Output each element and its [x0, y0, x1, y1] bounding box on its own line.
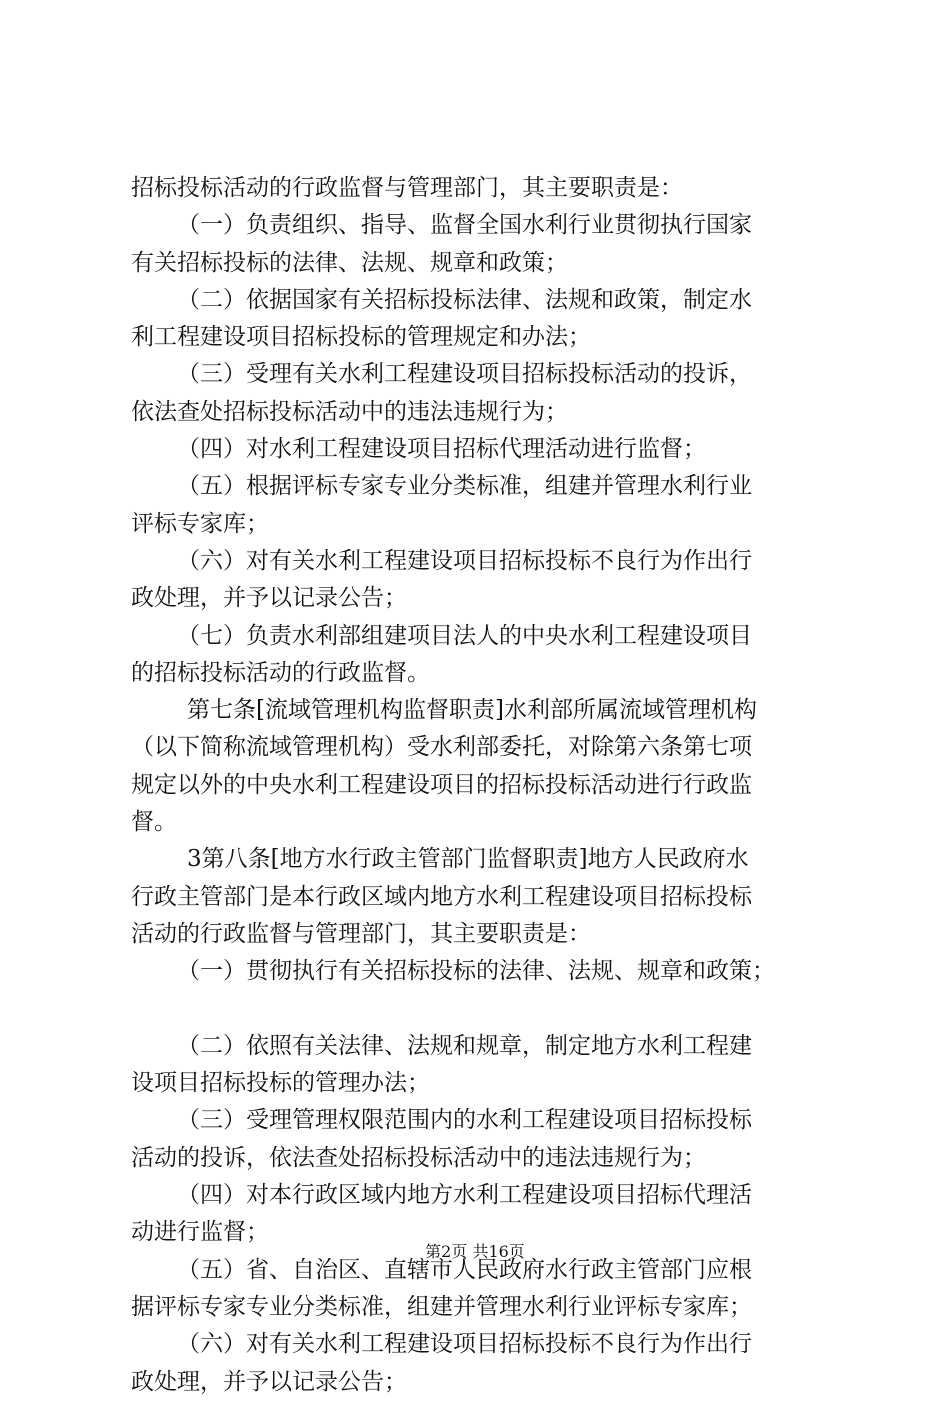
- text-line: （一）贯彻执行有关招标投标的法律、法规、规章和政策；: [177, 958, 775, 985]
- text-line: 政处理，并予以记录公告；: [131, 1368, 407, 1395]
- text-line: （六）对有关水利工程建设项目招标投标不良行为作出行: [177, 547, 752, 574]
- text-line: （四）对水利工程建设项目招标代理活动进行监督；: [177, 436, 706, 463]
- text-line: 活动的行政监督与管理部门，其主要职责是：: [131, 920, 591, 947]
- text-line: 设项目招标投标的管理办法；: [131, 1070, 430, 1097]
- text-line: 招标投标活动的行政监督与管理部门，其主要职责是：: [131, 175, 683, 201]
- text-line: （五）根据评标专家专业分类标准，组建并管理水利行业: [177, 473, 752, 500]
- text-line: （三）受理有关水利工程建设项目招标投标活动的投诉，: [177, 361, 752, 388]
- text-line: （三）受理管理权限范围内的水利工程建设项目招标投标: [177, 1107, 752, 1134]
- text-line: （二）依照有关法律、法规和规章，制定地方水利工程建: [177, 1032, 752, 1059]
- text-line: 评标专家库；: [131, 510, 269, 537]
- document-body: [131, 170, 843, 1401]
- text-line: 据评标专家专业分类标准，组建并管理水利行业评标专家库；: [131, 1293, 752, 1320]
- text-line: 督。: [131, 809, 177, 836]
- text-line: （一）负责组织、指导、监督全国水利行业贯彻执行国家: [177, 212, 752, 239]
- text-line: 依法查处招标投标活动中的违法违规行为；: [131, 398, 568, 425]
- text-line: 活动的投诉，依法查处招标投标活动中的违法违规行为；: [131, 1144, 706, 1171]
- text-line: （四）对本行政区域内地方水利工程建设项目招标代理活: [177, 1182, 752, 1209]
- page-number-footer: 第2页 共16页: [425, 1242, 525, 1261]
- blank-line: [131, 991, 843, 1028]
- text-line: （六）对有关水利工程建设项目招标投标不良行为作出行: [177, 1331, 752, 1358]
- text-line: 第七条[流域管理机构监督职责]水利部所属流域管理机构: [187, 697, 757, 724]
- text-line: （七）负责水利部组建项目法人的中央水利工程建设项目: [177, 622, 752, 649]
- text-line: 规定以外的中央水利工程建设项目的招标投标活动进行行政监: [131, 771, 752, 798]
- text-line: 利工程建设项目招标投标的管理规定和办法；: [131, 324, 591, 351]
- text-line: （五）省、自治区、直辖市人民政府水行政主管部门应根: [177, 1256, 752, 1283]
- text-line: （二）依据国家有关招标投标法律、法规和政策，制定水: [177, 286, 752, 313]
- text-line: 3第八条[地方水行政主管部门监督职责]地方人民政府水: [187, 846, 749, 873]
- text-line: （以下简称流域管理机构）受水利部委托，对除第六条第七项: [131, 734, 752, 761]
- text-line: 动进行监督；: [131, 1219, 269, 1246]
- text-line: 的招标投标活动的行政监督。: [131, 659, 430, 686]
- text-line: 行政主管部门是本行政区域内地方水利工程建设项目招标投标: [131, 883, 752, 910]
- text-line: 政处理，并予以记录公告；: [131, 585, 407, 612]
- text-line: 有关招标投标的法律、法规、规章和政策；: [131, 249, 568, 276]
